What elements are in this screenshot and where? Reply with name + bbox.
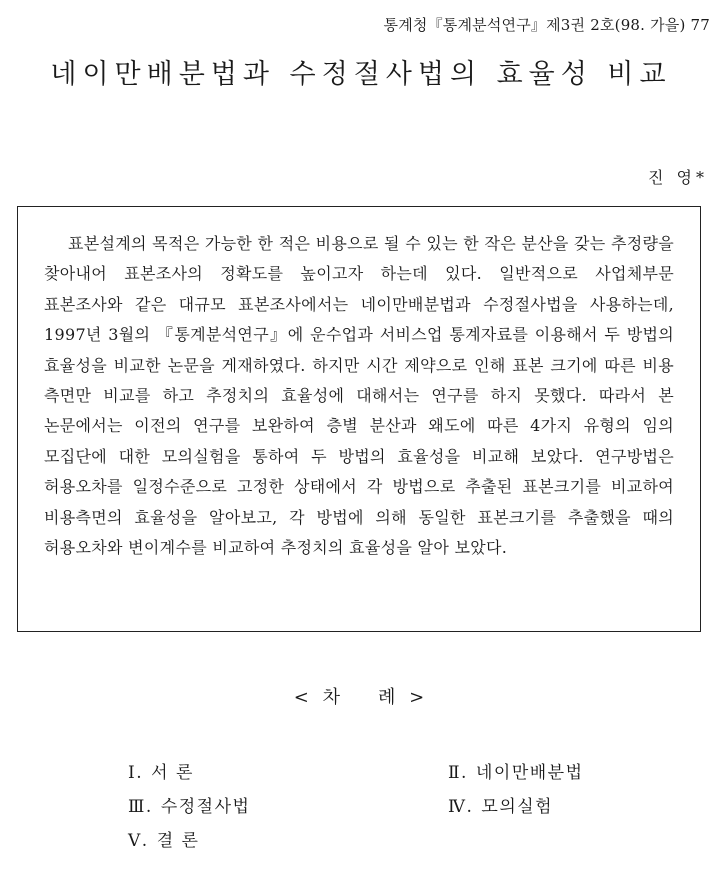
running-header: 통계청『통계분석연구』제3권 2호(98. 가을) 77 (383, 16, 710, 34)
toc-item-number: Ⅳ. (448, 797, 474, 817)
toc-item-introduction (128, 758, 194, 783)
toc-heading-label-1: 차 (322, 687, 344, 708)
author-name: 진 영* (648, 168, 708, 187)
toc-heading-close: > (409, 687, 429, 708)
toc-item-simulation (448, 792, 553, 817)
toc-item-number: Ⅱ. (448, 763, 468, 783)
toc-item-label: 모의실험 (481, 797, 554, 817)
toc-item-label: 서 론 (151, 763, 194, 783)
toc-item-number: Ⅲ. (128, 797, 153, 817)
toc-heading-label-2: 례 (378, 687, 400, 708)
abstract-box (17, 206, 701, 632)
abstract-text: 표본설계의 목적은 가능한 한 적은 비용으로 될 수 있는 한 작은 분산을 갖는 추정량을 찾아내어 표본조사의 정확도를 높이고자 하는데 있다. 일반적으로 사업체부문 표본조사와 같은 대규모 표본조사에서는 네이만배분법과 수정절사법을 사용하는데, 1997년 3월의 『통계분석연구』에 운수업과 서비스업 통계자료를 이용해서 두 방법의 효율성을 비교한 논문을 게재하였다. 하지만 시간 제약으로 인해 표본 크기에 따른 비용 측면만 비교를 하고 추정치의 효율성에 대해서는 연구를 하지 못했다. 따라서 본 논문에서는 이전의 연구를 보완하여 층별 분산과 왜도에 따른 4가지 유형의 임의 모집단에 대한 모의실험을 통하여 두 방법의 효율성을 비교해 보았다. 연구방법은 허용오차를 일정수준으로 고정한 상태에서 각 방법으로 추출된 표본크기를 비교하여 비용측면의 효율성을 알아보고, 각 방법에 의해 동일한 표본크기를 추출했을 때의 허용오차와 변이계수를 비교하여 추정치의 효율성을 알아 보았다. (44, 234, 674, 558)
toc-item-modified-cutoff (128, 792, 250, 817)
toc-item-label: 네이만배분법 (475, 763, 584, 783)
paper-title: 네이만배분법과 수정절사법의 효율성 비교 (50, 59, 672, 90)
toc-item-label: 수정절사법 (160, 797, 251, 817)
toc-item-number: Ⅴ. (128, 831, 149, 851)
toc-item-label: 결 론 (156, 831, 200, 851)
toc-item-neyman-allocation (448, 758, 584, 783)
toc-item-number: Ⅰ. (128, 763, 144, 783)
toc-heading-open: < (293, 687, 313, 708)
toc-heading (0, 683, 722, 709)
toc-item-conclusion (128, 826, 199, 851)
